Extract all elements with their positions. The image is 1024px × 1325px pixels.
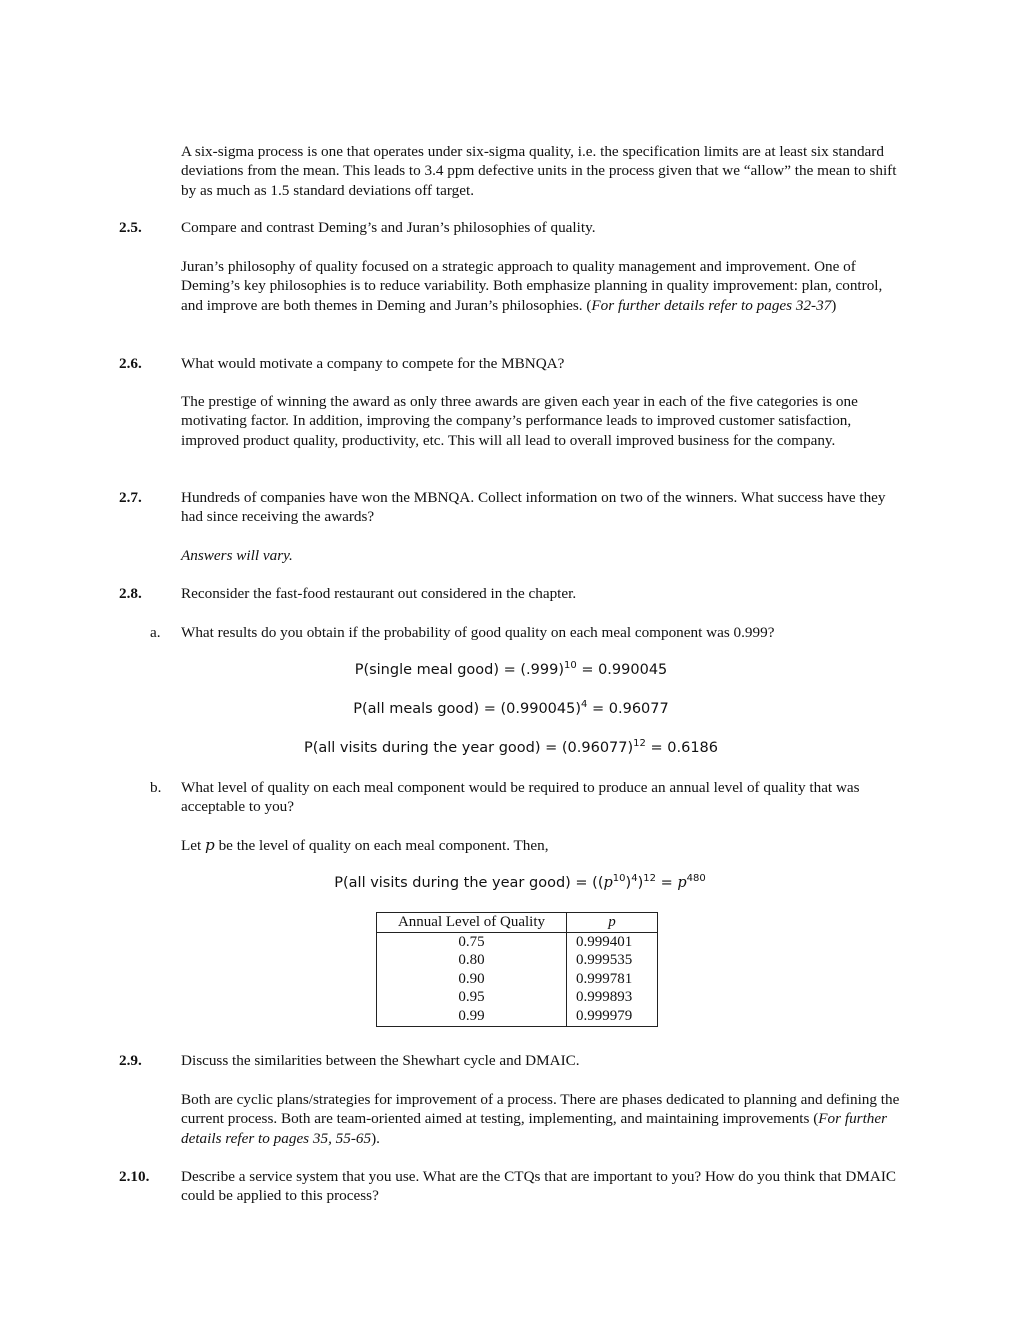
equation-all-meals: P(all meals good) = $(0.990045)^4 = 0.96077$ bbox=[353, 699, 669, 717]
part-b-let-statement: Let p be the level of quality on each meal component. Then, bbox=[181, 836, 549, 854]
answer-2-9: Both are cyclic plans/strategies for improvement of a process. There are phases dedicated to planning and defining the current process. Both are team-oriented aimed at testing, implementing, and maintaining improvements (For further details refer to pages 35, 55-65). bbox=[181, 1091, 900, 1147]
part-a-letter: a. bbox=[150, 624, 161, 641]
table-header-annual-level: Annual Level of Quality bbox=[377, 913, 567, 933]
question-2-7: Hundreds of companies have won the MBNQA. Collect information on two of the winners. What success have they had since receiving the awards? bbox=[181, 489, 886, 526]
question-2-10: Describe a service system that you use. What are the CTQs that are important to you? How do you think that DMAIC could be applied to this process? bbox=[181, 1168, 897, 1205]
question-number-2-6: 2.6. bbox=[119, 355, 142, 372]
table-row bbox=[377, 988, 658, 1007]
quality-table bbox=[376, 912, 658, 1027]
part-b-letter: b. bbox=[150, 779, 162, 796]
question-number-2-7: 2.7. bbox=[119, 489, 142, 506]
answer-2-5-text: Juran’s philosophy of quality focused on a strategic approach to quality management and improvement. One of Deming’s key philosophies is to reduce variability. Both emphasize planning in quality improvement: plan, control, and improve are both themes in Deming and Juran’s philosophies. ( bbox=[181, 258, 883, 314]
question-number-2-10: 2.10. bbox=[119, 1168, 150, 1185]
answer-2-5: Juran’s philosophy of quality focused on a strategic approach to quality management and improvement. One of Deming’s key philosophies is to reduce variability. Both emphasize planning in quality improvement: plan, control, and improve are both themes in Deming and Juran’s philosophies. (For further details refer to pages 32-37) bbox=[181, 258, 883, 314]
table-cell: 0.95 bbox=[377, 988, 567, 1007]
equation-p480: P(all visits during the year good) = $((p^{10})^4)^{12} = p^{480}$ bbox=[334, 873, 706, 891]
table-cell: 0.75 bbox=[377, 932, 567, 951]
table-cell: 0.999979 bbox=[567, 1007, 658, 1026]
question-number-2-5: 2.5. bbox=[119, 219, 142, 236]
question-2-5: Compare and contrast Deming’s and Juran’s philosophies of quality. bbox=[181, 219, 596, 236]
table-cell: 0.999781 bbox=[567, 970, 658, 989]
question-2-6: What would motivate a company to compete for the MBNQA? bbox=[181, 355, 565, 372]
table-cell: 0.999893 bbox=[567, 988, 658, 1007]
table-cell: 0.999535 bbox=[567, 951, 658, 970]
part-b-question: What level of quality on each meal component would be required to produce an annual level of quality that was acceptable to you? bbox=[181, 779, 860, 816]
table-cell: 0.99 bbox=[377, 1007, 567, 1026]
table-cell: 0.90 bbox=[377, 970, 567, 989]
answer-2-6: The prestige of winning the award as only three awards are given each year in each of the five categories is one motivating factor. In addition, improving the company’s performance leads to improved customer satisfaction, improved product quality, productivity, etc. This will all lead to overall improved business for the company. bbox=[181, 393, 858, 449]
table-row bbox=[377, 951, 658, 970]
answer-2-5-reference: For further details refer to pages 32-37 bbox=[591, 296, 832, 314]
table-cell: 0.80 bbox=[377, 951, 567, 970]
table-row bbox=[377, 932, 658, 951]
answer-2-9-reference: For further details refer to pages 35, 55-65 bbox=[181, 1110, 888, 1147]
answer-2-7: Answers will vary. bbox=[181, 547, 293, 564]
question-number-2-9: 2.9. bbox=[119, 1052, 142, 1069]
table-cell: 0.999401 bbox=[567, 932, 658, 951]
table-header-p: p bbox=[567, 913, 658, 933]
answer-2-9-text: Both are cyclic plans/strategies for improvement of a process. There are phases dedicated to planning and defining the current process. Both are team-oriented aimed at testing, implementing, and maintaining improvements ( bbox=[181, 1091, 900, 1128]
question-2-9: Discuss the similarities between the Shewhart cycle and DMAIC. bbox=[181, 1052, 580, 1069]
equation-single-meal: P(single meal good) = $(.999)^{10} = 0.990045$ bbox=[354, 660, 668, 678]
equation-all-visits: P(all visits during the year good) = $(0.96077)^{12} = 0.6186$ bbox=[303, 738, 719, 756]
table-header-row bbox=[377, 913, 658, 933]
question-2-8: Reconsider the fast-food restaurant out considered in the chapter. bbox=[181, 585, 577, 602]
table-row bbox=[377, 970, 658, 989]
part-a-question: What results do you obtain if the probability of good quality on each meal component was 0.999? bbox=[181, 624, 775, 641]
question-number-2-8: 2.8. bbox=[119, 585, 142, 602]
table-row bbox=[377, 1007, 658, 1026]
intro-paragraph: A six-sigma process is one that operates under six-sigma quality, i.e. the specification limits are at least six standard deviations from the mean. This leads to 3.4 ppm defective units in the process given that we “allow” the mean to shift by as much as 1.5 standard deviations off target. bbox=[181, 143, 897, 199]
